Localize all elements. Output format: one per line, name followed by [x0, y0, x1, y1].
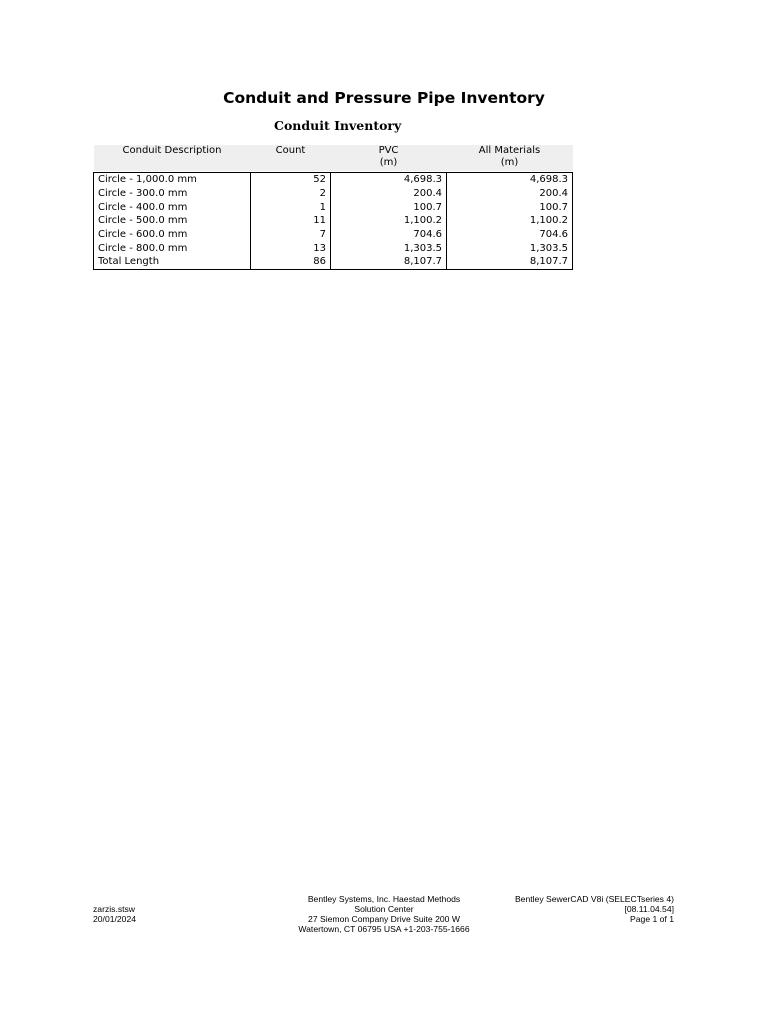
table-row	[94, 241, 573, 255]
table-header	[94, 145, 573, 173]
header-count: Count	[251, 145, 331, 171]
cell-pvc: 1,100.2	[331, 214, 447, 228]
cell-pvc: 100.7	[331, 200, 447, 214]
cell-count: 52	[251, 173, 331, 187]
header-all-unit: (m)	[500, 157, 519, 168]
cell-all-materials: 1,303.5	[447, 241, 573, 255]
cell-description: Total Length	[94, 255, 251, 269]
table-row	[94, 214, 573, 228]
footer-product-name: Bentley SewerCAD V8i (SELECTseries 4)	[514, 894, 674, 904]
footer-page-number: Page 1 of 1	[630, 914, 674, 924]
cell-description: Circle - 1,000.0 mm	[94, 173, 251, 187]
footer-company-line: Watertown, CT 06795 USA +1-203-755-1666	[298, 924, 470, 934]
cell-description: Circle - 300.0 mm	[94, 187, 251, 201]
header-all-label: All Materials	[478, 145, 541, 156]
table-row-total	[94, 255, 573, 269]
footer-file-info	[93, 904, 136, 924]
header-pvc	[331, 145, 447, 171]
conduit-inventory-table	[93, 145, 573, 270]
cell-pvc: 704.6	[331, 228, 447, 242]
cell-all-materials: 8,107.7	[447, 255, 573, 269]
cell-description: Circle - 400.0 mm	[94, 200, 251, 214]
footer-filename: zarzis.stsw	[93, 904, 136, 914]
cell-count: 7	[251, 228, 331, 242]
header-description: Conduit Description	[94, 145, 251, 171]
footer-company-line: Bentley Systems, Inc. Haestad Methods	[307, 894, 461, 904]
cell-count: 86	[251, 255, 331, 269]
cell-count: 1	[251, 200, 331, 214]
footer-product-info	[474, 894, 674, 924]
cell-description: Circle - 600.0 mm	[94, 228, 251, 242]
cell-all-materials: 704.6	[447, 228, 573, 242]
cell-all-materials: 1,100.2	[447, 214, 573, 228]
table-row	[94, 173, 573, 187]
table-row	[94, 228, 573, 242]
report-title: Conduit and Pressure Pipe Inventory	[223, 89, 545, 107]
header-pvc-label: PVC	[378, 145, 399, 156]
cell-all-materials: 200.4	[447, 187, 573, 201]
header-all-materials	[447, 145, 573, 171]
cell-description: Circle - 800.0 mm	[94, 241, 251, 255]
table-body	[94, 173, 573, 270]
cell-pvc: 1,303.5	[331, 241, 447, 255]
cell-pvc: 4,698.3	[331, 173, 447, 187]
section-subtitle: Conduit Inventory	[274, 118, 402, 133]
cell-count: 13	[251, 241, 331, 255]
header-pvc-unit: (m)	[379, 157, 398, 168]
cell-count: 11	[251, 214, 331, 228]
cell-pvc: 200.4	[331, 187, 447, 201]
cell-description: Circle - 500.0 mm	[94, 214, 251, 228]
cell-pvc: 8,107.7	[331, 255, 447, 269]
cell-all-materials: 100.7	[447, 200, 573, 214]
table-row	[94, 200, 573, 214]
footer-version: [08.11.04.54]	[624, 904, 674, 914]
footer-company-info	[284, 894, 484, 934]
footer-company-line: Solution Center	[354, 904, 414, 914]
footer-date: 20/01/2024	[93, 914, 137, 924]
footer-company-line: 27 Siemon Company Drive Suite 200 W	[308, 914, 460, 924]
cell-all-materials: 4,698.3	[447, 173, 573, 187]
table-row	[94, 187, 573, 201]
cell-count: 2	[251, 187, 331, 201]
